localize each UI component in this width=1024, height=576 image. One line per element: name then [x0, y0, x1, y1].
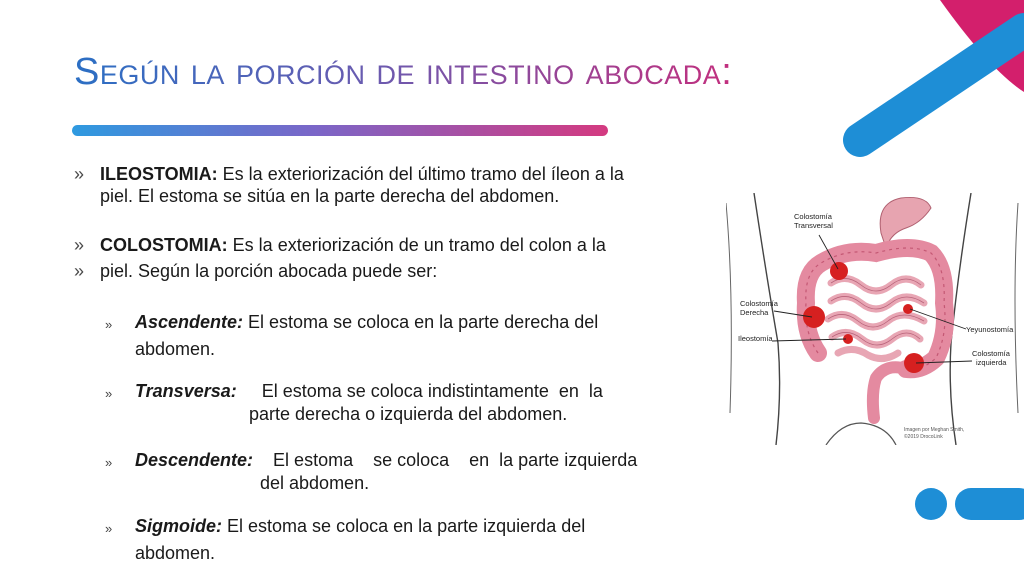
- descendente-cont: del abdomen.: [260, 473, 370, 493]
- label-colostomia-transversal-1: Colostomía: [794, 212, 832, 221]
- term-ascendente: Ascendente:: [135, 312, 244, 332]
- label-colostomia-derecha-1: Colostomía: [740, 299, 778, 308]
- sub-item-sigmoide: [105, 515, 725, 565]
- ileostomia-text-cont: piel. El estoma se sitúa en la parte derecha del abdomen.: [100, 186, 560, 206]
- bullet-marker: »: [74, 261, 85, 281]
- colostomia-text-cont: piel. Según la porción abocada puede ser:: [100, 261, 438, 281]
- label-colostomia-transversal-2: Transversal: [794, 221, 833, 230]
- colostomia-text: Es la exteriorización de un tramo del colon a la: [227, 235, 606, 255]
- intestine-stoma-diagram: [726, 193, 1024, 445]
- label-colostomia-derecha-2: Derecha: [740, 308, 769, 317]
- bullet-colostomia-cont: [74, 260, 740, 282]
- term-ileostomia: ILEOSTOMIA:: [100, 164, 218, 184]
- bullet-colostomia: [74, 234, 740, 256]
- bottom-decoration: [905, 480, 1024, 530]
- label-ileostomia: Ileostomía: [738, 334, 773, 343]
- ileostomia-text: Es la exteriorización del último tramo del íleon a la: [217, 164, 624, 184]
- transversa-cont: parte derecha o izquierda del abdomen.: [249, 404, 568, 424]
- sub-marker: »: [105, 317, 113, 332]
- label-colostomia-izquierda-1: Colostomía: [972, 349, 1010, 358]
- label-yeyunostomia: Yeyunostomía: [966, 325, 1014, 334]
- term-sigmoide: Sigmoide:: [135, 516, 223, 536]
- sub-marker: »: [105, 521, 113, 536]
- title-underline: [72, 125, 608, 136]
- sub-marker: »: [105, 455, 113, 470]
- sub-item-ascendente: [105, 311, 725, 361]
- sigmoide-text: El estoma se coloca en la parte izquierda del: [222, 516, 586, 536]
- ascendente-text: El estoma se coloca en la parte derecha del: [243, 312, 599, 332]
- label-colostomia-izquierda-2: izquierda: [976, 358, 1007, 367]
- page-title: Según la porción de intestino abocada:: [74, 51, 733, 93]
- term-colostomia: COLOSTOMIA:: [100, 235, 228, 255]
- bullet-ileostomia: [74, 163, 740, 207]
- bullet-marker: »: [74, 235, 85, 255]
- sub-item-transversa: [105, 380, 725, 426]
- corner-decoration: [830, 0, 1024, 170]
- sub-item-descendente: [105, 449, 725, 495]
- ascendente-cont: abdomen.: [135, 339, 216, 359]
- sub-marker: »: [105, 386, 113, 401]
- transversa-text: El estoma se coloca indistintamente en la: [236, 381, 603, 401]
- term-descendente: Descendente:: [135, 450, 254, 470]
- bullet-marker: »: [74, 164, 85, 184]
- descendente-text: El estoma se coloca en la parte izquierda: [253, 450, 638, 470]
- term-transversa: Transversa:: [135, 381, 237, 401]
- sigmoide-cont: abdomen.: [135, 543, 216, 563]
- image-credit-1: Imagen por Meghan Smith,: [904, 427, 965, 433]
- image-credit-2: ©2019 DrocoLink: [904, 434, 943, 440]
